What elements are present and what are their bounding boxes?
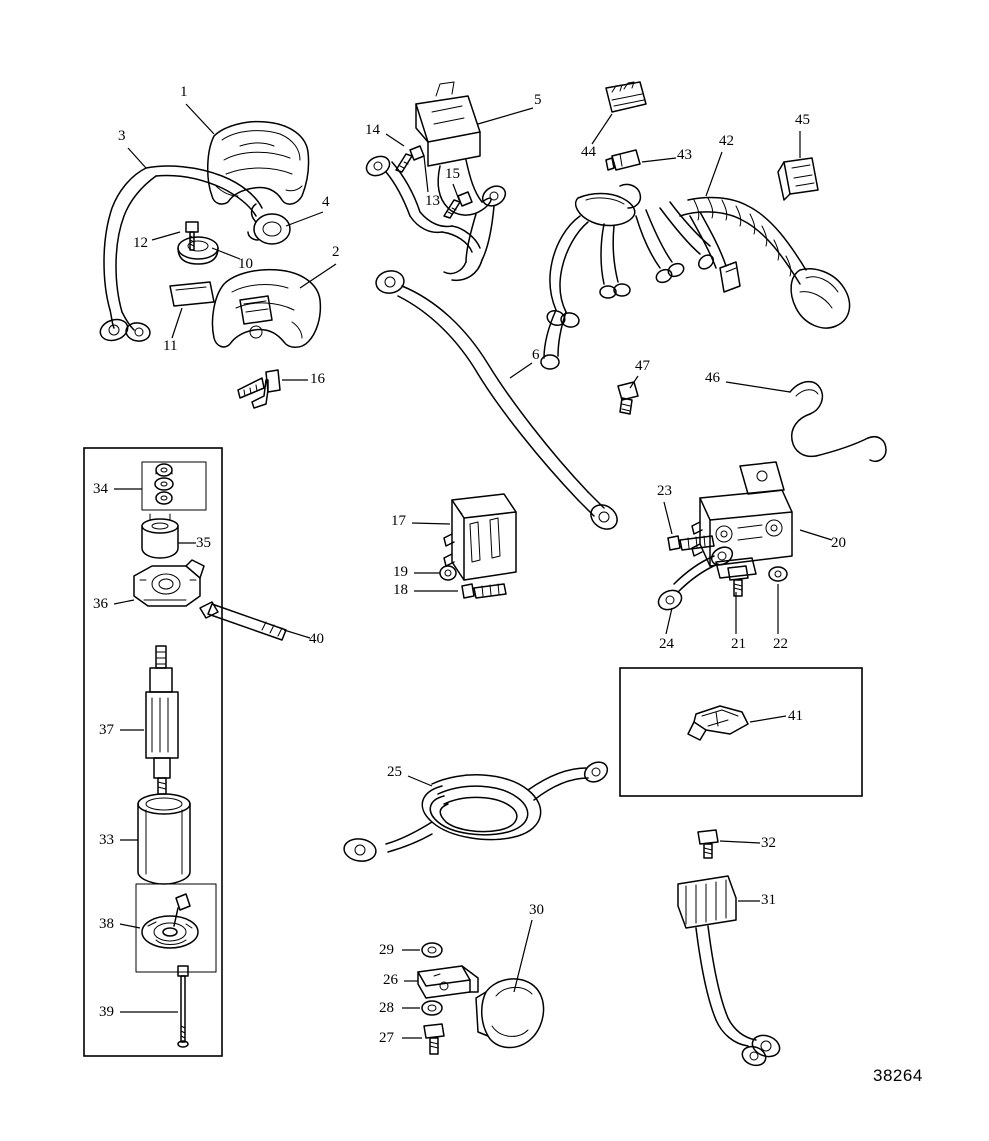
part-5-safety-switch [416,82,509,280]
callout-14: 14 [365,122,380,138]
part-20-solenoid [692,462,792,578]
callout-26: 26 [383,972,398,988]
drawing-number: 38264 [873,1066,923,1085]
part-13-screw [396,146,424,172]
callout-27: 27 [379,1030,394,1046]
part-37-starter-armature [146,646,178,794]
callout-39: 39 [99,1004,114,1020]
callout-4: 4 [322,194,330,210]
part-17-switch-box [444,494,516,580]
callout-25: 25 [387,764,402,780]
part-34-hardware-set [155,464,173,504]
part-23-screw [668,536,714,550]
part-40-through-bolt [200,602,286,640]
part-29-washer [422,943,442,957]
part-47-stud [618,382,638,414]
callout-17: 17 [391,513,406,529]
callout-3: 3 [118,128,126,144]
callout-38: 38 [99,916,114,932]
part-25-coiled-cable [343,758,611,863]
callout-1: 1 [180,84,188,100]
callout-44: 44 [581,144,596,160]
part-41-terminal-clip [688,706,748,740]
callout-36: 36 [93,596,108,612]
callout-30: 30 [529,902,544,918]
callout-28: 28 [379,1000,394,1016]
part-42-wiring-harness [541,184,850,369]
part-4-cable-boot [248,204,290,244]
part-32-screw [698,830,718,858]
part-22-washer [769,567,787,581]
part-30-clamp-ring [476,979,544,1048]
part-19-washer [440,566,456,580]
part-24-jumper-cable [655,544,735,614]
callout-22: 22 [773,636,788,652]
callout-23: 23 [657,483,672,499]
part-14-ground-lead [363,153,480,252]
callout-5: 5 [534,92,542,108]
part-35-starter-solenoid-cap [142,514,178,558]
part-38-brush-plate [142,894,198,948]
callout-24: 24 [659,636,674,652]
callout-6: 6 [532,347,540,363]
callout-12: 12 [133,235,148,251]
callout-16: 16 [310,371,325,387]
part-2-lower-cover [212,270,320,348]
callout-19: 19 [393,564,408,580]
terminal-clip-panel [620,668,862,796]
part-39-long-bolt [178,966,188,1047]
callout-33: 33 [99,832,114,848]
callout-11: 11 [163,338,178,354]
callout-10: 10 [238,256,253,272]
part-28-washer [422,1001,442,1015]
part-33-starter-frame [138,794,190,884]
callout-42: 42 [719,133,734,149]
callout-31: 31 [761,892,776,908]
part-44-connector [606,82,646,112]
callout-40: 40 [309,631,324,647]
callout-20: 20 [831,535,846,551]
callout-32: 32 [761,835,776,851]
part-16-bolt [238,370,280,408]
callout-2: 2 [332,244,340,260]
callout-43: 43 [677,147,692,163]
part-1-upper-cover [208,122,309,204]
part-21-bolt [728,566,748,596]
part-10-rubber-mount [178,237,218,264]
callout-29: 29 [379,942,394,958]
callout-13: 13 [425,193,440,209]
callout-18: 18 [393,582,408,598]
part-11-insulator-pad [170,282,214,306]
part-45-rubber-holder [778,158,818,200]
callout-21: 21 [731,636,746,652]
callout-47: 47 [635,358,650,374]
part-27-bolt [424,1024,444,1054]
part-36-starter-bracket [134,560,204,606]
callout-15: 15 [445,166,460,182]
part-46-rod-linkage [790,382,886,462]
callout-35: 35 [196,535,211,551]
part-18-screw [462,584,506,598]
callout-37: 37 [99,722,114,738]
starter-hardware-subpanel [142,462,206,510]
callout-41: 41 [788,708,803,724]
callout-45: 45 [795,112,810,128]
callout-46: 46 [705,370,720,386]
part-43-fuse [606,150,640,170]
part-26-bracket [418,966,478,998]
callout-34: 34 [93,481,108,497]
